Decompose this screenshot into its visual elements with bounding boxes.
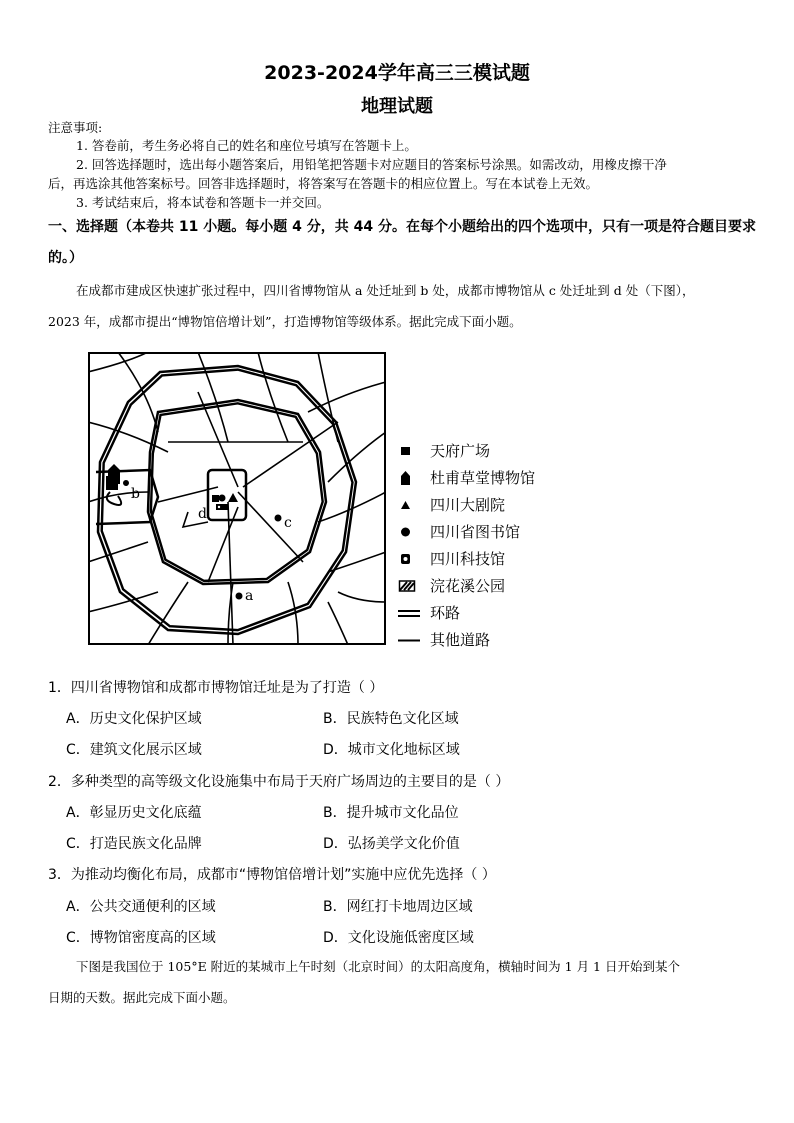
notice-item: 后，再选涂其他答案标号。回答非选择题时，将答案写在答题卡的相应位置上。写在本试卷上无效。	[48, 176, 599, 191]
legend-label: 其他道路	[430, 631, 491, 649]
exam-title: 2023-2024学年高三三模试题	[264, 62, 530, 84]
option-a[interactable]: A．公共交通便利的区域	[66, 899, 216, 915]
question-3: 3．为推动均衡化布局，成都市“博物馆倍增计划”实施中应优先选择（ ）	[48, 867, 496, 883]
legend-label: 四川省图书馆	[430, 523, 521, 541]
legend-label: 四川大剧院	[430, 496, 506, 514]
museum-site-c-icon	[275, 515, 282, 522]
legend-label: 环路	[430, 604, 461, 622]
option-a[interactable]: A．历史文化保护区域	[66, 711, 202, 727]
exam-subject: 地理试题	[361, 96, 433, 117]
option-a[interactable]: A．彰显历史文化底蕴	[66, 805, 202, 821]
notice-item: 3. 考试结束后，将本试卷和答题卡一并交回。	[76, 195, 330, 210]
legend-item	[398, 548, 598, 570]
legend-label: 四川科技馆	[430, 550, 506, 568]
single-line-icon	[398, 632, 420, 648]
tianfu-square-icon	[212, 495, 219, 502]
option-b[interactable]: B．民族特色文化区域	[323, 711, 459, 727]
square-icon	[398, 443, 420, 459]
museum-site-b-icon	[123, 480, 129, 486]
option-d[interactable]: D．文化设施低密度区域	[323, 930, 474, 946]
legend-item	[398, 629, 598, 651]
legend-item	[398, 467, 598, 489]
passage-text: 下图是我国位于 105°E 附近的某城市上午时刻（北京时间）的太阳高度角，横轴时间为 1 月 1 日开始到某个	[76, 959, 680, 974]
point-label-a: a	[245, 588, 254, 604]
city-map	[88, 352, 386, 645]
passage-text: 2023 年，成都市提出“博物馆倍增计划”，打造博物馆等级体系。据此完成下面小题。	[48, 314, 522, 329]
section-heading: 一、选择题（本卷共 11 小题。每小题 4 分，共 44 分。在每个小题给出的四个选项中，只有一项是符合题目要求	[48, 219, 756, 235]
option-d[interactable]: D．城市文化地标区域	[323, 742, 460, 758]
legend-item	[398, 575, 598, 597]
triangle-icon	[398, 497, 420, 513]
point-label-c: c	[284, 515, 292, 531]
legend-item	[398, 521, 598, 543]
question-2: 2．多种类型的高等级文化设施集中布局于天府广场周边的主要目的是（ ）	[48, 774, 510, 790]
option-b[interactable]: B．网红打卡地周边区域	[323, 899, 473, 915]
hatched-box-icon	[398, 578, 420, 594]
option-b[interactable]: B．提升城市文化品位	[323, 805, 459, 821]
point-label-d: d	[198, 506, 207, 522]
question-1: 1．四川省博物馆和成都市博物馆迁址是为了打造（ ）	[48, 680, 384, 696]
legend-item	[398, 440, 598, 462]
option-c[interactable]: C．博物馆密度高的区域	[66, 930, 216, 946]
passage-text: 日期的天数。据此完成下面小题。	[48, 990, 236, 1005]
provincial-library-icon	[219, 495, 226, 502]
legend-item	[398, 602, 598, 624]
double-line-icon	[398, 605, 420, 621]
option-d[interactable]: D．弘扬美学文化价值	[323, 836, 460, 852]
house-icon	[398, 470, 420, 486]
museum-site-a-icon	[236, 593, 243, 600]
notice-item: 2. 回答选择题时，选出每小题答案后，用铅笔把答题卡对应题目的答案标号涂黑。如需改动，用橡皮擦干净	[76, 157, 667, 172]
legend-label: 杜甫草堂博物馆	[430, 469, 536, 487]
notice-item: 1. 答卷前，考生务必将自己的姓名和座位号填写在答题卡上。	[76, 138, 417, 153]
option-c[interactable]: C．建筑文化展示区域	[66, 742, 202, 758]
notice-heading: 注意事项:	[48, 120, 103, 135]
section-heading-cont: 的。）	[48, 250, 83, 266]
legend-label: 天府广场	[430, 442, 491, 460]
legend-item	[398, 494, 598, 516]
point-label-b: b	[131, 486, 140, 502]
option-c[interactable]: C．打造民族文化品牌	[66, 836, 202, 852]
circle-icon	[398, 524, 420, 540]
ring-square-icon	[398, 551, 420, 567]
legend-label: 浣花溪公园	[430, 577, 506, 595]
passage-text: 在成都市建成区快速扩张过程中，四川省博物馆从 a 处迁址到 b 处，成都市博物馆从 c 处迁址到 d 处（下图），	[76, 283, 695, 298]
